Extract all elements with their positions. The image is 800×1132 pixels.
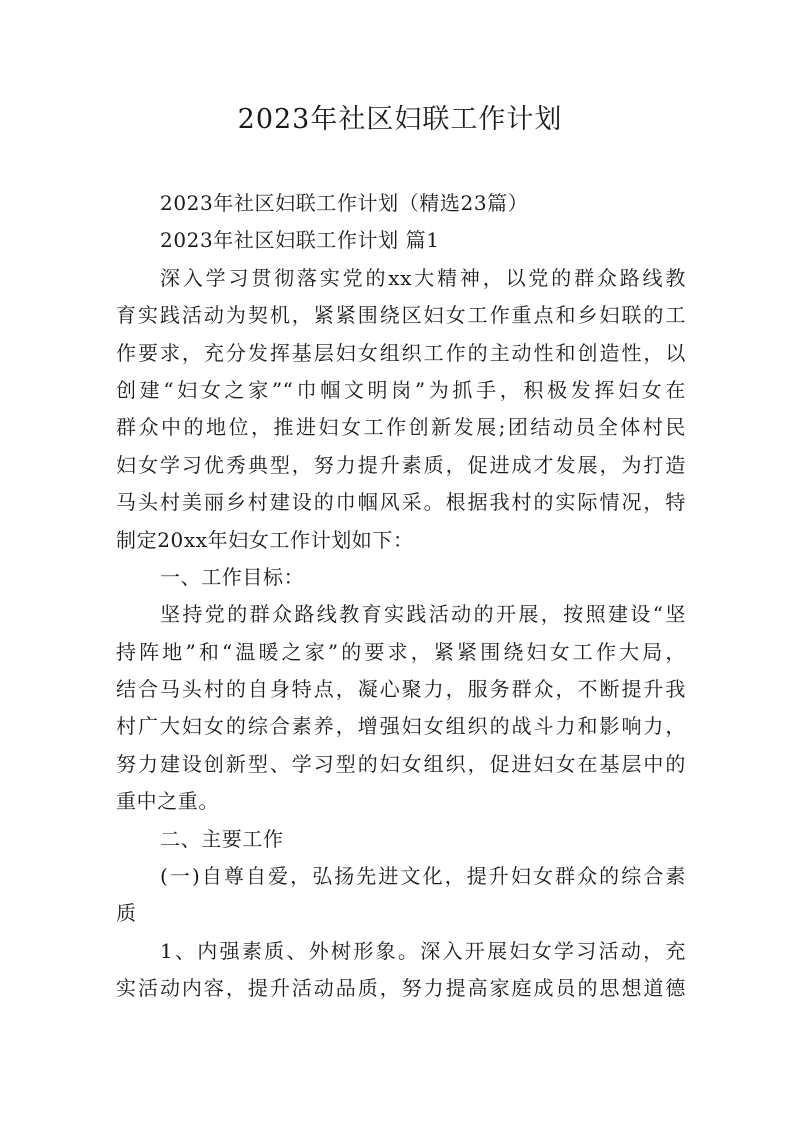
text-line: 一、工作目标： [160, 564, 305, 589]
text-line: 质 [116, 901, 137, 926]
text-line: 坚持党的群众路线教育实践活动的开展，按照建设“坚 [160, 602, 686, 627]
text-line: 1、内强素质、外树形象。深入开展妇女学习活动，充 [160, 938, 686, 963]
text-line: 实活动内容，提升活动品质，努力提高家庭成员的思想道德 [116, 976, 686, 1001]
text-line: 结合马头村的自身特点，凝心聚力，服务群众，不断提升我 [116, 677, 686, 702]
text-line: 制定20xx年妇女工作计划如下： [116, 527, 414, 552]
text-line: 努力建设创新型、学习型的妇女组织，促进妇女在基层中的 [116, 751, 686, 776]
text-line: 马头村美丽乡村建设的巾帼风采。根据我村的实际情况，特 [116, 490, 686, 515]
text-line: 育实践活动为契机，紧紧围绕区妇女工作重点和乡妇联的工 [116, 303, 686, 328]
text-line: 二、主要工作 [160, 826, 284, 851]
text-line: 作要求，充分发挥基层妇女组织工作的主动性和创造性，以 [116, 340, 686, 365]
text-line: 持阵地”和“温暖之家”的要求，紧紧围绕妇女工作大局， [116, 639, 686, 664]
text-line: 村广大妇女的综合素养，增强妇女组织的战斗力和影响力， [116, 714, 686, 739]
text-line: 2023年社区妇联工作计划 篇1 [160, 228, 440, 253]
document-title: 2023年社区妇联工作计划 [237, 104, 563, 135]
text-line: 深入学习贯彻落实党的xx大精神，以党的群众路线教 [160, 265, 686, 290]
text-line: 2023年社区妇联工作计划（精选23篇） [160, 191, 529, 215]
text-line: 创建“妇女之家”“巾帼文明岗”为抓手，积极发挥妇女在 [116, 377, 686, 402]
text-line: 重中之重。 [116, 789, 219, 814]
document-body [116, 185, 686, 1008]
text-line: 妇女学习优秀典型，努力提升素质，促进成才发展，为打造 [116, 452, 686, 477]
text-line: (一)自尊自爱，弘扬先进文化，提升妇女群众的综合素 [160, 864, 686, 889]
text-line: 群众中的地位，推进妇女工作创新发展;团结动员全体村民 [116, 415, 686, 440]
